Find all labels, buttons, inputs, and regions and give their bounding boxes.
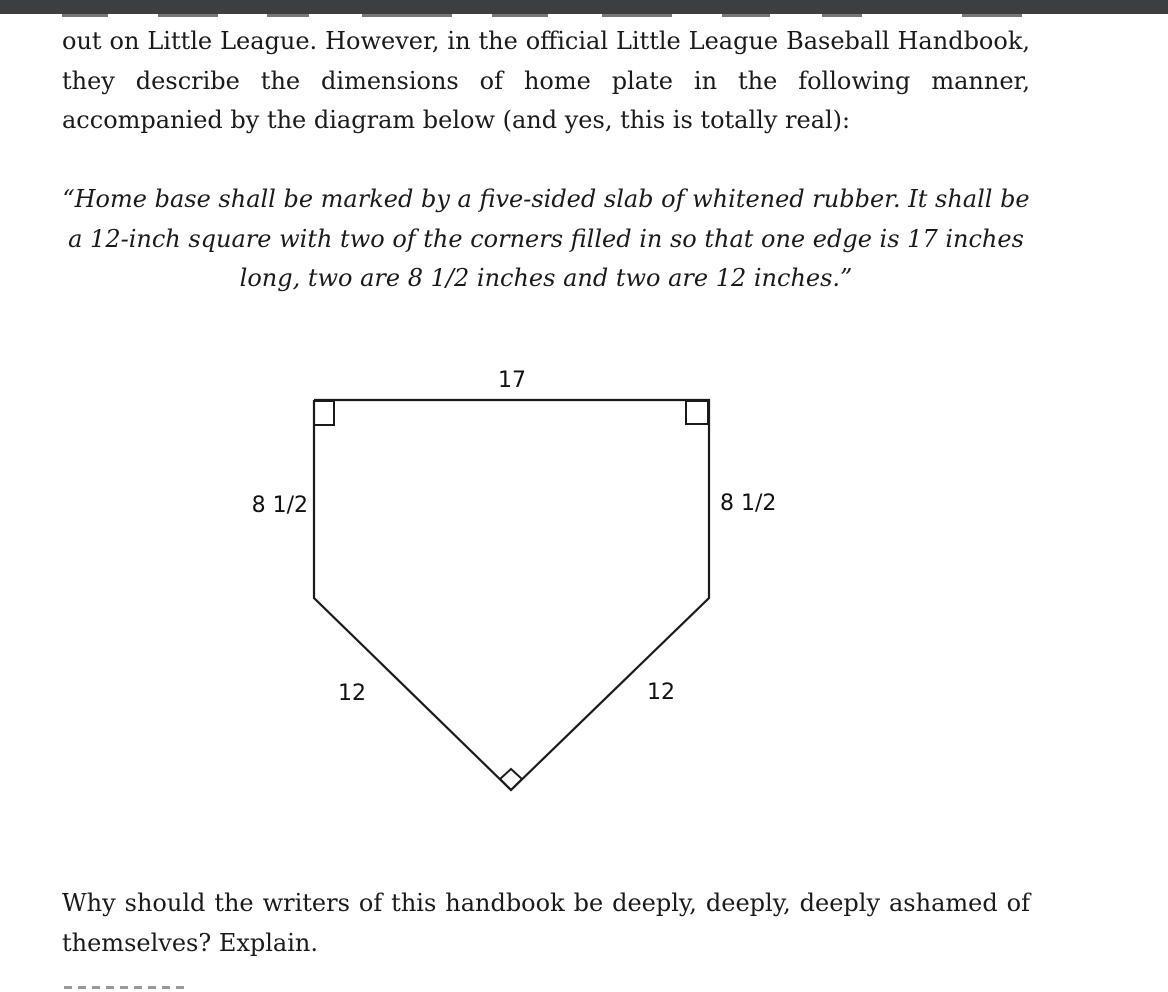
intro-paragraph: out on Little League. However, in the official Little League Baseball Handbook, they describe the dimensions of home plate in the following manner, accompanied by the diagram below (and yes, this is totally real):: [62, 27, 1030, 134]
bottom-right-angle-marker: [500, 769, 522, 790]
right-side-label: 8 1/2: [720, 491, 777, 516]
lower-left-edge-label: 12: [338, 681, 366, 706]
left-right-angle-marker: [314, 401, 334, 425]
left-side-label: 8 1/2: [251, 493, 308, 518]
lower-right-edge-label: 12: [647, 680, 675, 705]
question-paragraph: Why should the writers of this handbook be deeply, deeply, deeply ashamed of themselves? Explain.: [62, 889, 1030, 957]
right-right-angle-marker: [686, 401, 708, 424]
handbook-quote: “Home base shall be marked by a five-sided slab of whitened rubber. It shall be a 12-inch square with two of the corners filled in so that one edge is 17 inches long, two are 8 1/2 inches and two are 12 inches.”: [62, 185, 1030, 292]
top-edge-label: 17: [498, 368, 526, 393]
home-plate-outline: [314, 400, 709, 790]
cut-off-next-line: [64, 986, 184, 989]
